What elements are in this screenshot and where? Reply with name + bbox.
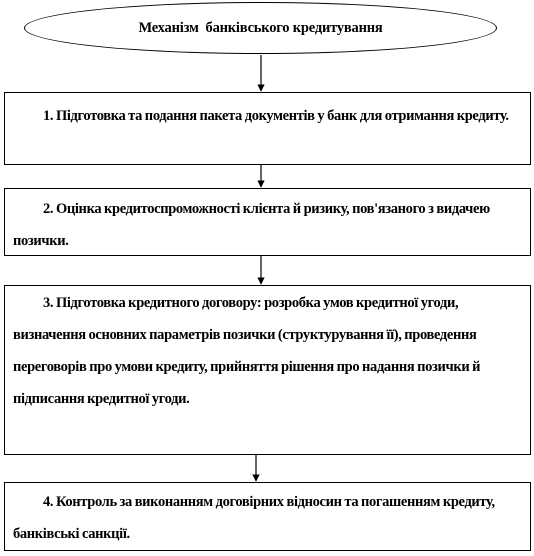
step-2-text: 2. Оцінка кредитоспроможності клієнта й ризику, пов'язаного з видачею позички. bbox=[13, 201, 490, 249]
step-2-box bbox=[4, 188, 531, 256]
step-4-box bbox=[4, 482, 531, 551]
step-1-box bbox=[4, 92, 531, 165]
mechanism-title: Механізм банківського кредитування bbox=[138, 19, 383, 36]
step-3-text: 3. Підготовка кредитного договору: розробка умов кредитної угоди, визначення основних параметрів позички (структурування її), проведення переговорів про умови кредиту, прийняття рішення про надання позички й підписання кредитної угоди. bbox=[13, 295, 481, 407]
mechanism-title-ellipse bbox=[24, 2, 497, 54]
step-1-text: 1. Підготовка та подання пакета документів у банк для отримання кредиту. bbox=[43, 108, 509, 124]
step-3-box bbox=[4, 285, 531, 455]
step-4-text: 4. Контроль за виконанням договірних відносин та погашенням кредиту, банківські санкції. bbox=[13, 494, 495, 542]
